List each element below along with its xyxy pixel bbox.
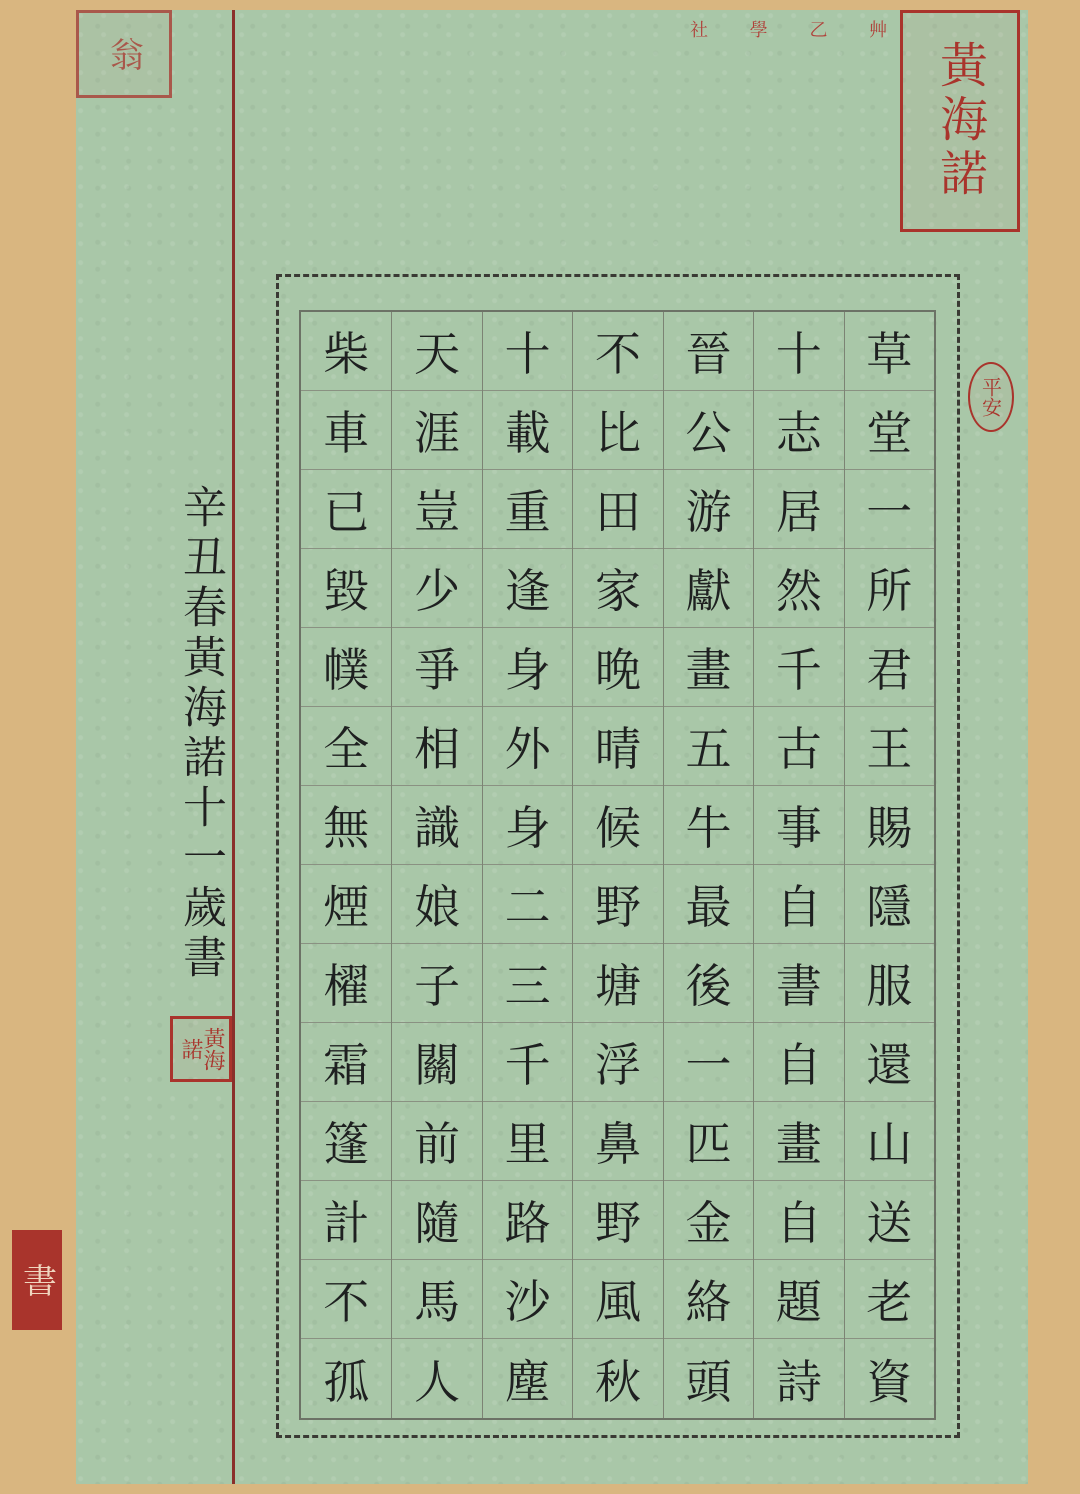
poem-character: 少 [392,549,481,628]
poem-character: 豈 [392,470,481,549]
poem-character: 野 [573,865,662,944]
poem-character: 櫂 [301,944,391,1023]
seal-artist: 黃海諾 [170,1016,232,1082]
poem-character: 君 [845,628,934,707]
poem-character: 金 [664,1181,753,1260]
poem-character: 自 [754,1181,843,1260]
poem-character: 外 [483,707,572,786]
seal-round: 平安 [968,362,1014,432]
poem-character: 馬 [392,1260,481,1339]
poem-character: 隨 [392,1181,481,1260]
poem-character: 車 [301,391,391,470]
poem-character: 不 [573,312,662,391]
poem-character: 子 [392,944,481,1023]
poem-character: 候 [573,786,662,865]
poem-character: 人 [414,1354,461,1409]
poem-character: 一 [664,1023,753,1102]
poem-character: 柴 [301,312,391,391]
poem-character: 匹 [664,1102,753,1181]
poem-column [391,312,481,1418]
poem-character: 煙 [301,865,391,944]
poem-character: 浮 [573,1023,662,1102]
poem-column [301,312,391,1418]
poem-character: 詩 [775,1354,822,1409]
poem-character: 古 [754,707,843,786]
poem-character: 志 [754,391,843,470]
poem-character: 路 [483,1181,572,1260]
poem-character: 所 [845,549,934,628]
poem-character: 還 [845,1023,934,1102]
poem-character: 隱 [845,865,934,944]
poem-character: 十 [754,312,843,391]
poem-character: 千 [483,1023,572,1102]
poem-character: 十 [483,312,572,391]
poem-character: 載 [483,391,572,470]
poem-character: 無 [301,786,391,865]
poem-character: 資 [866,1354,913,1409]
poem-column [572,312,662,1418]
poem-character: 幞 [301,628,391,707]
poem-character: 堂 [845,391,934,470]
poem-grid [299,310,936,1420]
poem-character: 然 [754,549,843,628]
seal-top-right: 黃海諾 [900,10,1020,232]
poem-character: 毀 [301,549,391,628]
poem-character: 計 [301,1181,391,1260]
poem-character: 王 [845,707,934,786]
poem-character: 後 [664,944,753,1023]
poem-character: 野 [573,1181,662,1260]
poem-character: 爭 [392,628,481,707]
poem-character: 重 [483,470,572,549]
poem-character: 絡 [664,1260,753,1339]
seal-bottom-left: 書 [12,1230,62,1330]
red-margin-line [232,10,235,1484]
poem-character: 草 [845,312,934,391]
poem-character: 比 [573,391,662,470]
poem-character: 獻 [664,549,753,628]
poem-column [482,312,572,1418]
poem-character: 畫 [664,628,753,707]
poem-character: 一 [845,470,934,549]
poem-character: 田 [573,470,662,549]
poem-column [844,312,934,1418]
poem-character: 晉 [664,312,753,391]
poem-character: 服 [845,944,934,1023]
poem-character: 風 [573,1260,662,1339]
poem-character: 自 [754,1023,843,1102]
poem-character: 畫 [754,1102,843,1181]
header-caption: 社 學 乙 艸 [690,20,906,41]
poem-column [753,312,843,1418]
poem-character: 涯 [392,391,481,470]
poem-character: 孤 [323,1354,370,1409]
poem-character: 篷 [301,1102,391,1181]
poem-character: 秋 [595,1354,641,1409]
poem-character: 霜 [301,1023,391,1102]
poem-character: 五 [664,707,753,786]
poem-character: 賜 [845,786,934,865]
poem-character: 身 [483,628,572,707]
poem-character: 千 [754,628,843,707]
poem-character: 老 [845,1260,934,1339]
poem-character: 三 [483,944,572,1023]
poem-character: 自 [754,865,843,944]
poem-character: 關 [392,1023,481,1102]
poem-character: 不 [301,1260,391,1339]
poem-character: 游 [664,470,753,549]
poem-character: 天 [392,312,481,391]
poem-character: 識 [392,786,481,865]
poem-character: 塘 [573,944,662,1023]
poem-character: 居 [754,470,843,549]
seal-top-left: 翁 [76,10,172,98]
poem-character: 娘 [392,865,481,944]
poem-character: 晴 [573,707,662,786]
poem-character: 身 [483,786,572,865]
poem-character: 頭 [685,1354,732,1409]
poem-character: 全 [301,707,391,786]
poem-character: 家 [573,549,662,628]
poem-character: 山 [845,1102,934,1181]
poem-character: 逢 [483,549,572,628]
poem-character: 書 [754,944,843,1023]
poem-character: 沙 [483,1260,572,1339]
poem-character: 前 [392,1102,481,1181]
poem-character: 晚 [573,628,662,707]
poem-character: 已 [301,470,391,549]
poem-character: 題 [754,1260,843,1339]
poem-character: 里 [483,1102,572,1181]
poem-character: 送 [845,1181,934,1260]
poem-column [663,312,753,1418]
poem-character: 鼻 [573,1102,662,1181]
poem-character: 事 [754,786,843,865]
poem-character: 公 [664,391,753,470]
poem-character: 塵 [504,1354,551,1409]
poem-character: 二 [483,865,572,944]
poem-character: 相 [392,707,481,786]
poem-character: 牛 [664,786,753,865]
signature-inscription: 辛丑春黃海諾十一歲書 [175,484,226,984]
poem-character: 最 [664,865,753,944]
